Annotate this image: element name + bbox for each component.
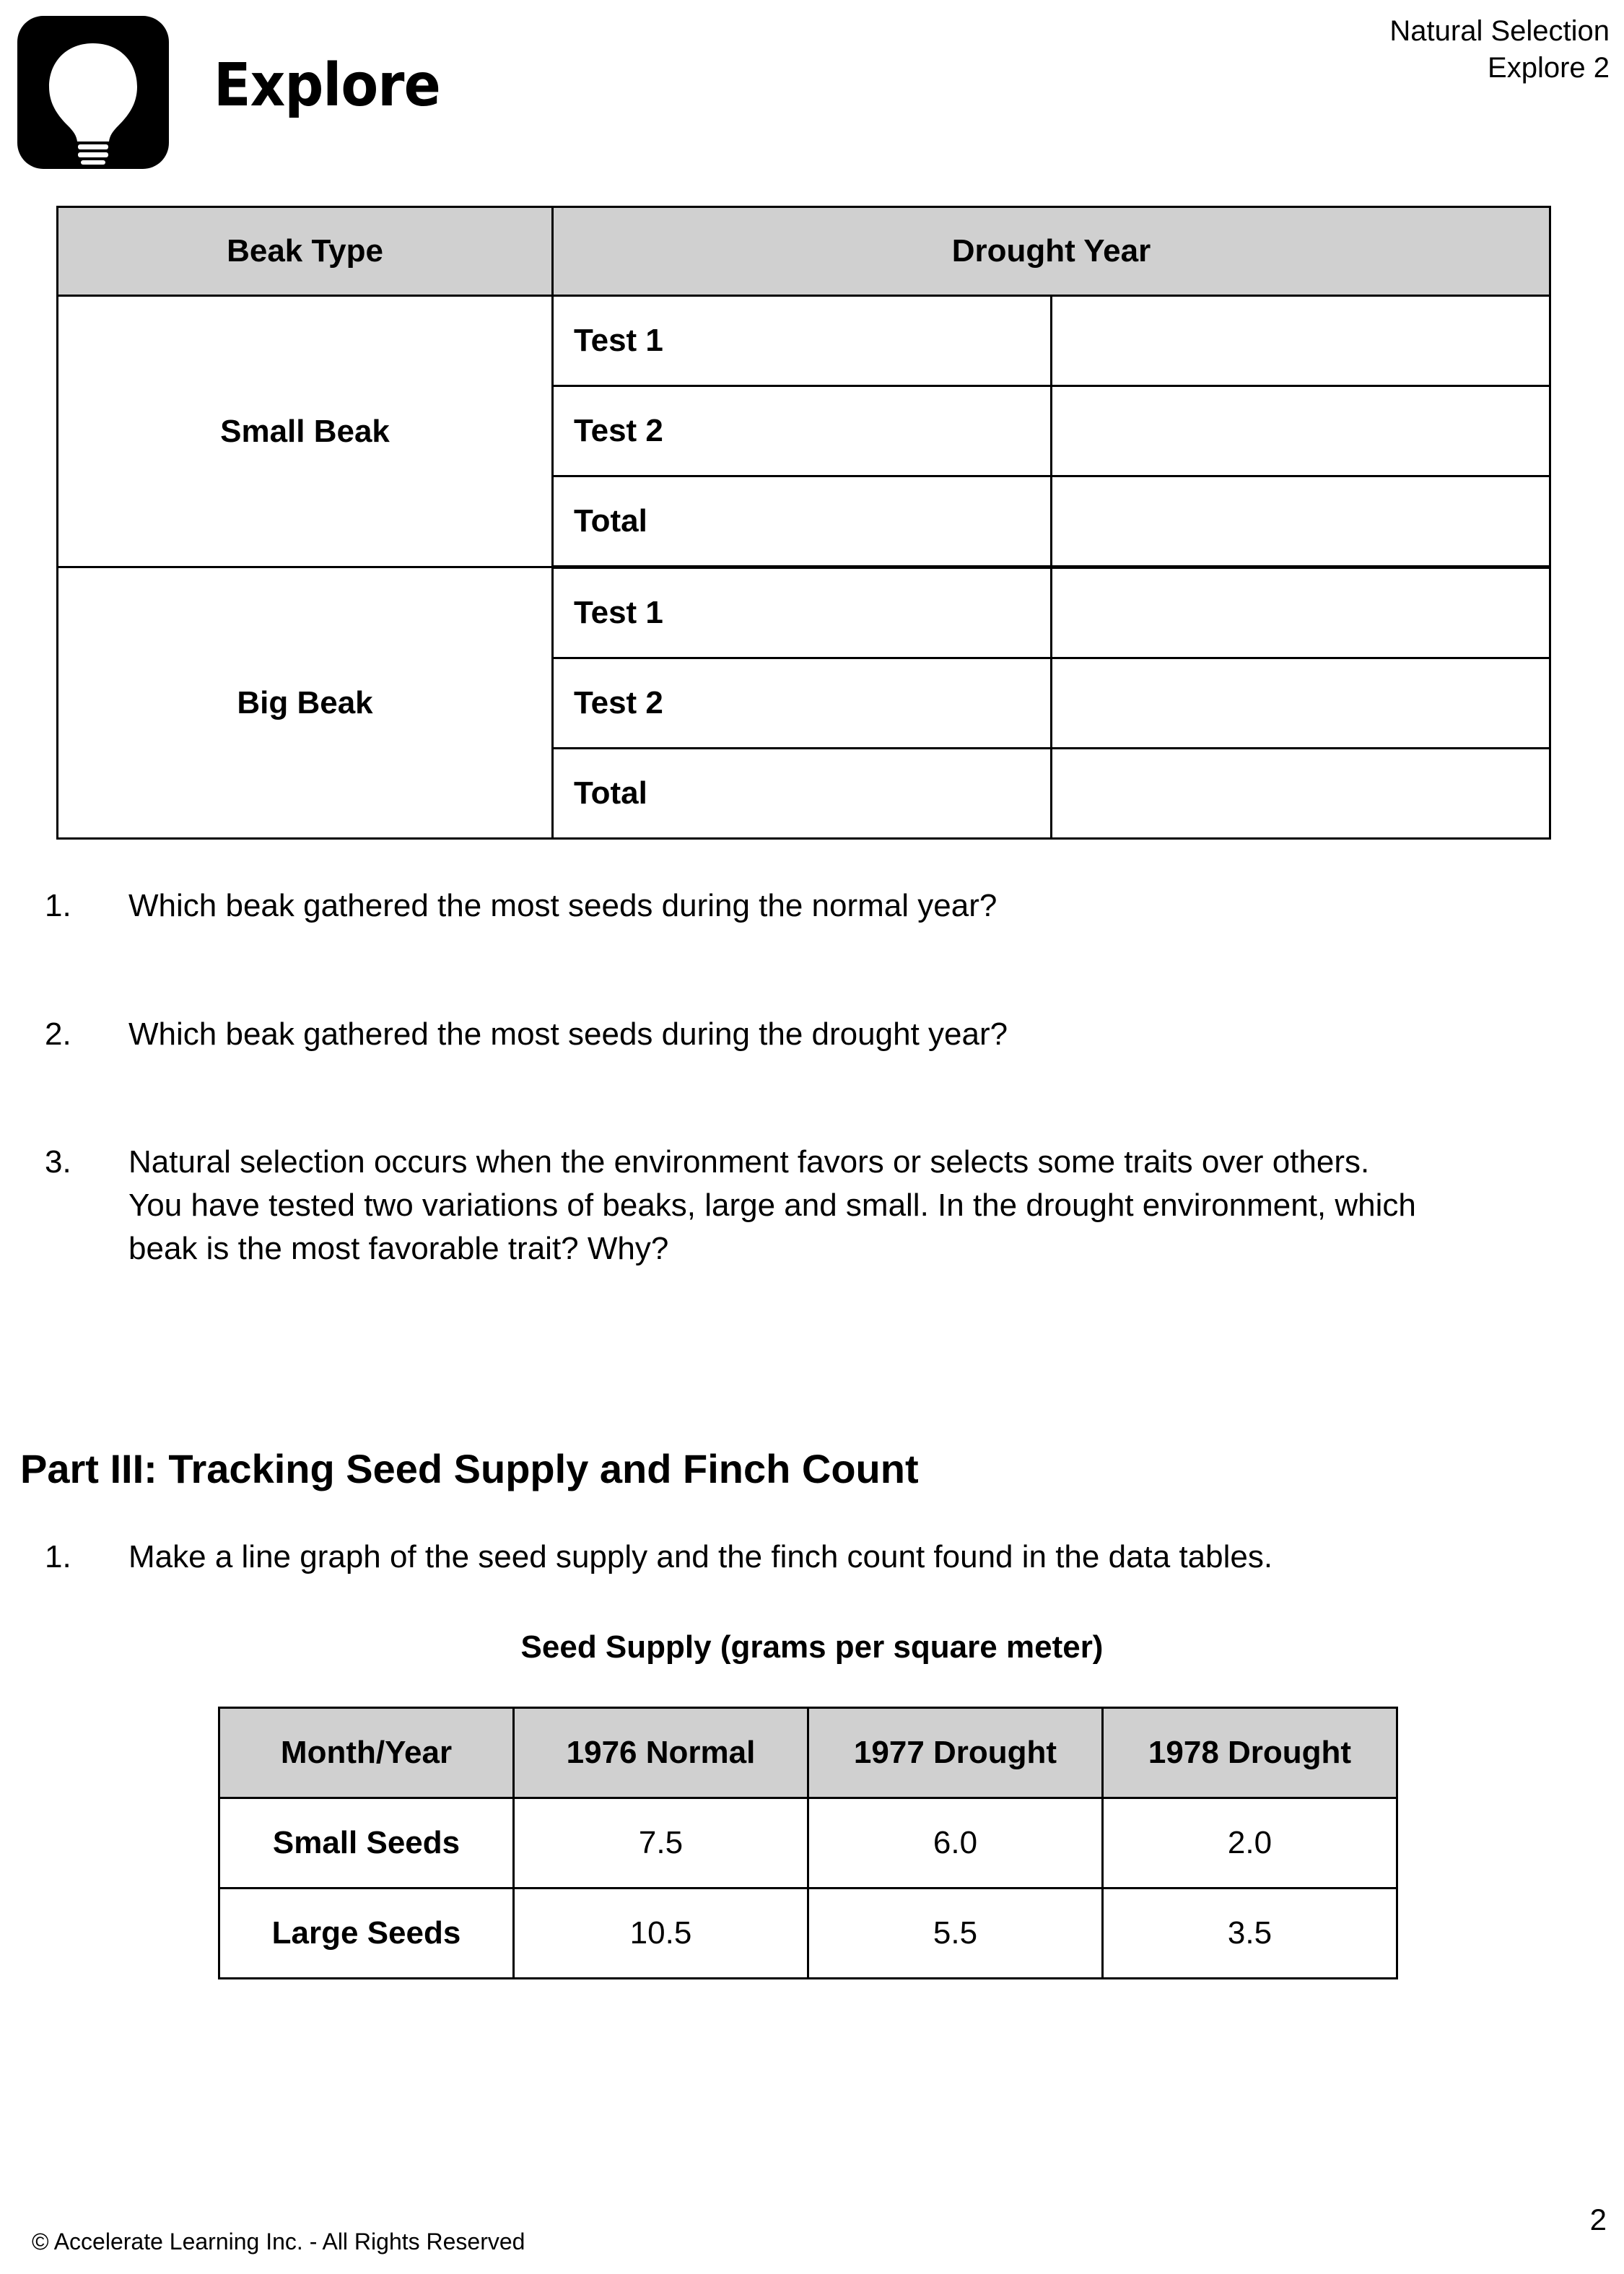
question-line: Which beak gathered the most seeds during the drought year? [128, 1016, 1008, 1052]
row-label: Large Seeds [219, 1889, 514, 1979]
column-header: 1977 Drought [808, 1708, 1103, 1798]
instruction-text: Make a line graph of the seed supply and the finch count found in the data tables. [128, 1539, 1273, 1574]
answer-cell[interactable] [1052, 476, 1550, 567]
section-name: Explore 2 [1488, 52, 1610, 84]
table-cell: 10.5 [514, 1889, 808, 1979]
question-line: Natural selection occurs when the environment favors or selects some traits over others. [128, 1144, 1370, 1180]
row-label: Test 1 [553, 296, 1052, 386]
header-drought-year: Drought Year [553, 207, 1550, 296]
table-row [58, 296, 1550, 386]
column-header: 1978 Drought [1103, 1708, 1397, 1798]
table-cell: 2.0 [1103, 1798, 1397, 1889]
row-label: Test 1 [553, 567, 1052, 658]
table-row [58, 567, 1550, 658]
question-number: 3. [45, 1144, 71, 1180]
seed-supply-table [218, 1707, 1398, 1979]
instruction-number: 1. [45, 1539, 71, 1574]
question-number: 2. [45, 1016, 71, 1052]
lightbulb-icon [17, 16, 169, 169]
page-title: Explore [214, 51, 440, 120]
question-line: Which beak gathered the most seeds during the normal year? [128, 888, 997, 923]
table-caption: Seed Supply (grams per square meter) [520, 1629, 1104, 1665]
row-label: Test 2 [553, 386, 1052, 476]
section-heading: Part III: Tracking Seed Supply and Finch Count [20, 1446, 919, 1491]
beak-name-big: Big Beak [58, 567, 553, 839]
question-text [128, 1141, 1601, 1271]
course-name: Natural Selection [1389, 15, 1610, 47]
beak-name-small: Small Beak [58, 296, 553, 567]
answer-cell[interactable] [1052, 658, 1550, 749]
answer-cell[interactable] [1052, 296, 1550, 386]
row-label: Small Seeds [219, 1798, 514, 1889]
table-header-row [58, 207, 1550, 296]
answer-cell[interactable] [1052, 567, 1550, 658]
page-header-info [1389, 13, 1610, 87]
table-cell: 5.5 [808, 1889, 1103, 1979]
question-line: beak is the most favorable trait? Why? [128, 1231, 669, 1266]
table-header-row [219, 1708, 1397, 1798]
header-beak-type: Beak Type [58, 207, 553, 296]
answer-cell[interactable] [1052, 749, 1550, 839]
beak-data-table [56, 206, 1551, 840]
table-cell: 3.5 [1103, 1889, 1397, 1979]
answer-cell[interactable] [1052, 386, 1550, 476]
copyright-footer: © Accelerate Learning Inc. - All Rights Reserved [32, 2229, 525, 2255]
question-line: You have tested two variations of beaks, large and small. In the drought environment, which [128, 1188, 1416, 1223]
question-text [128, 1013, 1601, 1056]
question-number: 1. [45, 888, 71, 923]
column-header: Month/Year [219, 1708, 514, 1798]
row-label: Total [553, 749, 1052, 839]
row-label: Total [553, 476, 1052, 567]
table-row [219, 1798, 1397, 1889]
table-cell: 7.5 [514, 1798, 808, 1889]
logo [17, 16, 169, 169]
question-text [128, 884, 1601, 928]
table-cell: 6.0 [808, 1798, 1103, 1889]
page-number: 2 [1589, 2203, 1607, 2236]
column-header: 1976 Normal [514, 1708, 808, 1798]
table-row [219, 1889, 1397, 1979]
row-label: Test 2 [553, 658, 1052, 749]
